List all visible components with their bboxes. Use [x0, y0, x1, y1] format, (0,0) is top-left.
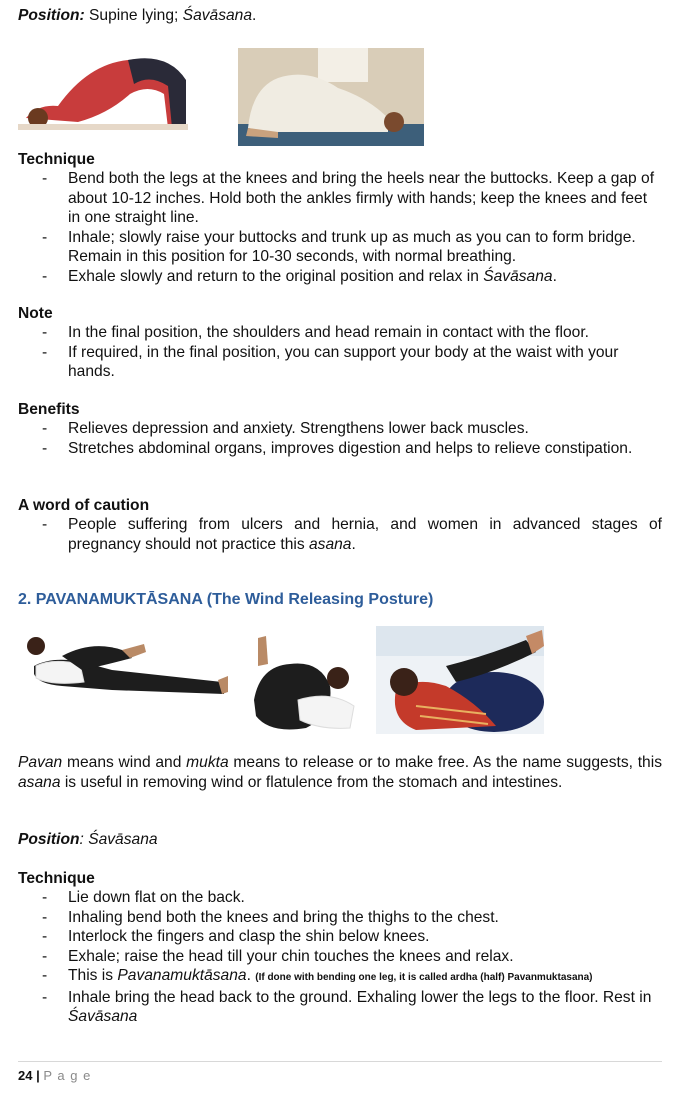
- pavanamuktasana-photo-1: [22, 626, 228, 700]
- technique-list-1: [18, 169, 662, 286]
- list-item: - Exhale slowly and return to the original position and relax in Śavāsana.: [42, 267, 557, 285]
- list-item: - Interlock the fingers and clasp the shin below knees.: [42, 928, 430, 945]
- list-item: - People suffering from ulcers and hernia, and women in advanced stages of pregnancy should not practice this asana.: [42, 516, 662, 553]
- position-end: .: [252, 7, 257, 24]
- setu-bandhasana-photo-1: [18, 44, 188, 132]
- list-item: - Inhale bring the head back to the ground. Exhaling lower the legs to the floor. Rest in Śavāsana: [42, 988, 652, 1025]
- pavanamuktasana-photo-2: [250, 630, 358, 734]
- technique-heading-2: Technique: [18, 870, 95, 887]
- pavanamuktasana-photo-3: [376, 626, 544, 734]
- list-item: - Stretches abdominal organs, improves digestion and helps to relieve constipation.: [42, 439, 633, 457]
- technique-heading-1: Technique: [18, 151, 95, 168]
- list-item: - Relieves depression and anxiety. Strengthens lower back muscles.: [42, 420, 529, 437]
- position-label: Position:: [18, 7, 85, 24]
- position-line: [18, 6, 256, 26]
- page-label: P a g e: [43, 1068, 92, 1083]
- position-label-2: Position: [18, 831, 80, 848]
- list-item: - Lie down flat on the back.: [42, 889, 245, 906]
- list-item: - If required, in the final position, you can support your body at the waist with your hands.: [42, 343, 619, 380]
- page-footer: 24 | P a g e: [18, 1068, 92, 1083]
- intro-paragraph: Pavan means wind and mukta means to release or to make free. As the name suggests, this asana is useful in removing wind or flatulence from the stomach and intestines.: [18, 754, 662, 791]
- note-list: [18, 323, 662, 382]
- list-item: - In the final position, the shoulders and head remain in contact with the floor.: [42, 324, 589, 341]
- caution-list: [18, 515, 662, 554]
- position-text: Supine lying;: [84, 7, 183, 24]
- position-italic: Śavāsana: [182, 7, 253, 24]
- section-title: 2. PAVANAMUKTĀSANA (The Wind Releasing Posture): [18, 591, 434, 608]
- footer-divider: [18, 1061, 662, 1062]
- list-item: - Bend both the legs at the knees and bring the heels near the buttocks. Keep a gap of about 10-12 inches. Hold both the ankles firmly with hands; keep the knees and feet in one straight line.: [42, 170, 655, 226]
- benefits-heading: Benefits: [18, 401, 80, 418]
- note-heading: Note: [18, 305, 53, 322]
- list-item: - Inhaling bend both the knees and bring the thighs to the chest.: [42, 908, 499, 926]
- list-item: - Exhale; raise the head till your chin touches the knees and relax.: [42, 947, 514, 965]
- setu-bandhasana-photo-2: [238, 48, 424, 146]
- benefits-list: [18, 419, 662, 458]
- position-line-2: Position: Śavāsana: [18, 831, 158, 848]
- list-item: - Inhale; slowly raise your buttocks and trunk up as much as you can to form bridge. Remain in this position for 10-30 seconds, with normal breathing.: [42, 228, 636, 265]
- technique-list-2: [18, 888, 662, 1027]
- caution-heading: A word of caution: [18, 497, 150, 514]
- list-item: - This is Pavanamuktāsana. (If done with bending one leg, it is called ardha (half) Pavanmuktasana): [42, 967, 593, 984]
- page-number: 24: [18, 1068, 33, 1083]
